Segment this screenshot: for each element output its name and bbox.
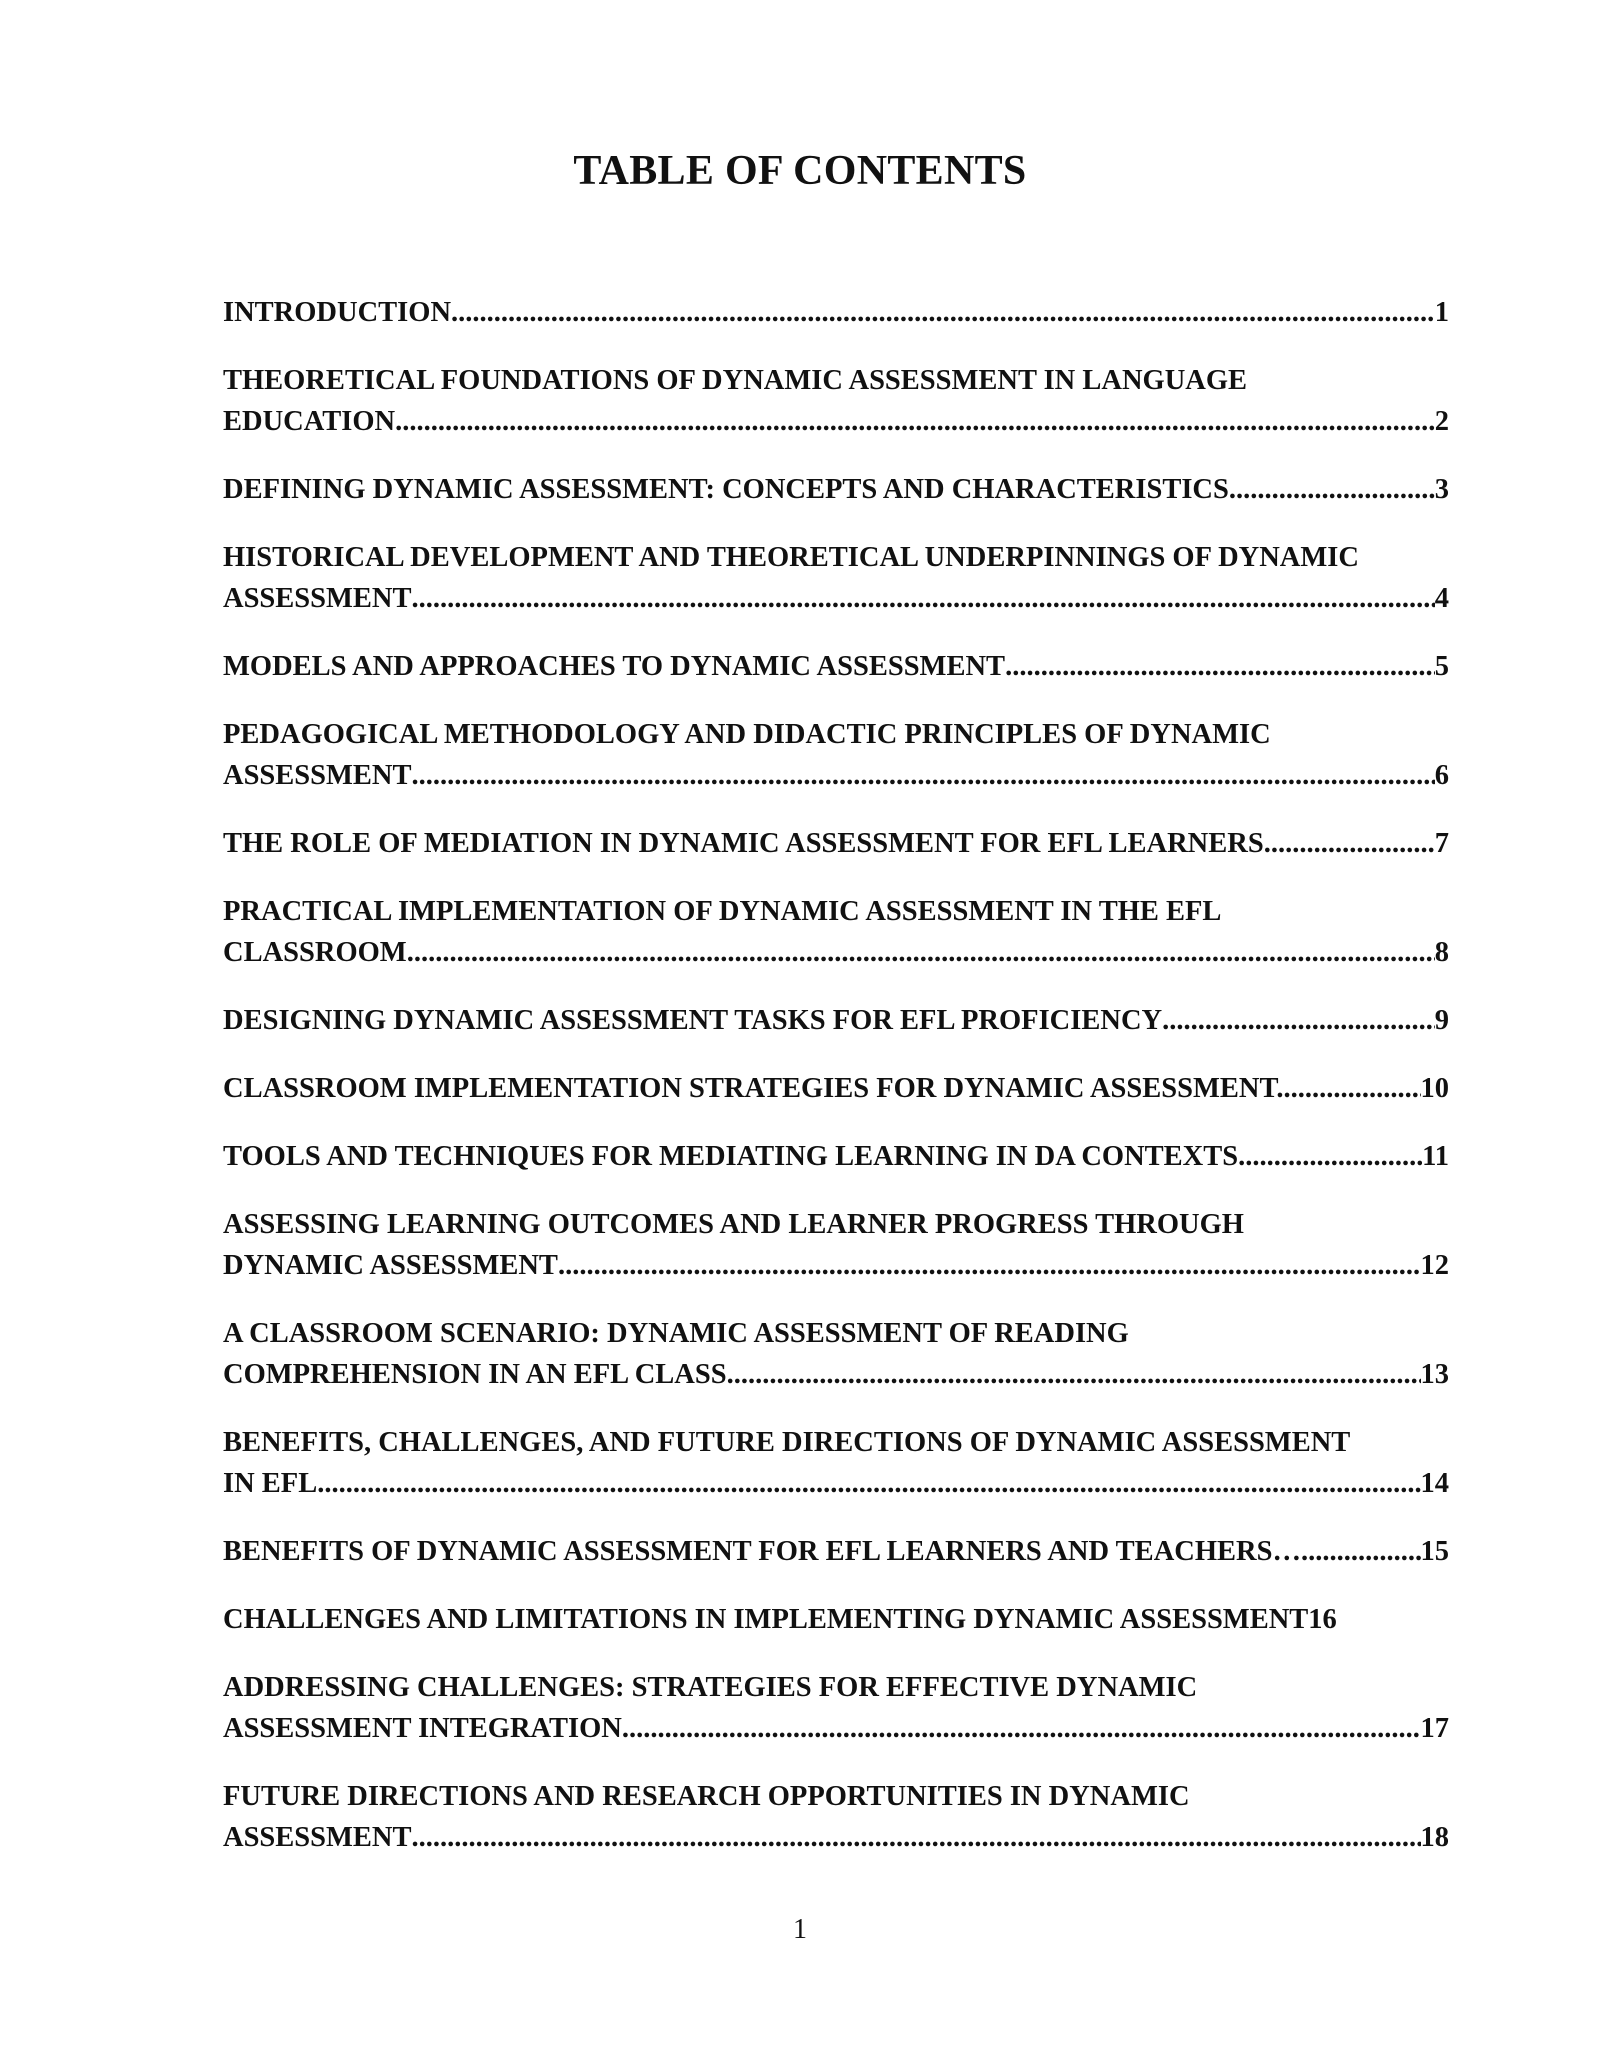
toc-entry-title: BENEFITS OF DYNAMIC ASSESSMENT FOR EFL LEARNERS AND TEACHERS… xyxy=(223,1536,1301,1567)
dot-leader xyxy=(1301,1531,1421,1572)
toc-page-number: 1 xyxy=(1434,297,1449,328)
toc-page-number: 12 xyxy=(1420,1250,1449,1281)
toc-entry-title: THE ROLE OF MEDIATION IN DYNAMIC ASSESSMENT FOR EFL LEARNERS xyxy=(223,828,1264,859)
toc-page-number: 18 xyxy=(1420,1822,1449,1853)
toc-entry-practical-implementation[interactable] xyxy=(223,891,1449,973)
toc-entry-theoretical-foundations[interactable] xyxy=(223,360,1449,442)
toc-page-number: 13 xyxy=(1420,1359,1449,1390)
dot-leader xyxy=(1264,823,1435,864)
dot-leader xyxy=(451,292,1435,333)
toc-page-number: 2 xyxy=(1434,406,1449,437)
toc-entry-title: DEFINING DYNAMIC ASSESSMENT: CONCEPTS AND CHARACTERISTICS xyxy=(223,474,1229,505)
toc-page-number: 3 xyxy=(1434,474,1449,505)
dot-leader xyxy=(622,1708,1421,1749)
toc-entry-tools-techniques[interactable] xyxy=(223,1136,1449,1177)
toc-entry-title: CLASSROOM IMPLEMENTATION STRATEGIES FOR DYNAMIC ASSESSMENT. xyxy=(223,1073,1284,1104)
dot-leader xyxy=(317,1463,1420,1504)
toc-entry-pedagogical-methodology[interactable] xyxy=(223,714,1449,796)
toc-entry-title-line1: ASSESSING LEARNING OUTCOMES AND LEARNER PROGRESS THROUGH xyxy=(223,1209,1244,1240)
table-of-contents xyxy=(223,292,1449,1885)
toc-page-number: 4 xyxy=(1434,583,1449,614)
dot-leader xyxy=(1005,646,1435,687)
dot-leader xyxy=(412,755,1435,796)
dot-leader xyxy=(727,1354,1421,1395)
toc-page-number: 6 xyxy=(1434,760,1449,791)
toc-entry-classroom-strategies[interactable] xyxy=(223,1068,1449,1109)
toc-page-number: 17 xyxy=(1420,1713,1449,1744)
toc-entry-title: TOOLS AND TECHNIQUES FOR MEDIATING LEARNING IN DA CONTEXTS xyxy=(223,1141,1239,1172)
toc-entry-title-line1: ADDRESSING CHALLENGES: STRATEGIES FOR EFFECTIVE DYNAMIC xyxy=(223,1672,1198,1703)
toc-page-number: 5 xyxy=(1434,651,1449,682)
toc-entry-title: ASSESSMENT xyxy=(223,760,412,791)
toc-entry-classroom-scenario[interactable] xyxy=(223,1313,1449,1395)
toc-entry-title-line1: A CLASSROOM SCENARIO: DYNAMIC ASSESSMENT OF READING xyxy=(223,1318,1129,1349)
toc-page-number: 8 xyxy=(1434,937,1449,968)
toc-entry-title: IN EFL xyxy=(223,1468,318,1499)
toc-entry-introduction[interactable] xyxy=(223,292,1449,333)
toc-entry-models-approaches[interactable] xyxy=(223,646,1449,687)
toc-entry-designing-tasks[interactable] xyxy=(223,1000,1449,1041)
toc-page-number: 7 xyxy=(1434,828,1449,859)
dot-leader xyxy=(395,401,1435,442)
toc-entry-title: MODELS AND APPROACHES TO DYNAMIC ASSESSMENT xyxy=(223,651,1006,682)
toc-page-number: 15 xyxy=(1420,1536,1449,1567)
toc-page-number: 9 xyxy=(1434,1005,1449,1036)
dot-leader xyxy=(1238,1136,1422,1177)
toc-entry-title-line1: HISTORICAL DEVELOPMENT AND THEORETICAL UNDERPINNINGS OF DYNAMIC xyxy=(223,542,1359,573)
toc-entry-benefits[interactable] xyxy=(223,1531,1449,1572)
dot-leader xyxy=(412,1817,1421,1858)
toc-entry-title: COMPREHENSION IN AN EFL CLASS xyxy=(223,1359,727,1390)
toc-page-number: 16 xyxy=(1308,1604,1337,1635)
toc-entry-title-line1: PRACTICAL IMPLEMENTATION OF DYNAMIC ASSESSMENT IN THE EFL xyxy=(223,896,1222,927)
toc-entry-title: EDUCATION xyxy=(223,406,396,437)
toc-entry-title: ASSESSMENT xyxy=(223,583,412,614)
page-number: 1 xyxy=(793,1914,807,1945)
toc-entry-future-directions[interactable] xyxy=(223,1776,1449,1858)
dot-leader xyxy=(407,932,1435,973)
toc-entry-addressing-challenges[interactable] xyxy=(223,1667,1449,1749)
dot-leader xyxy=(412,578,1435,619)
toc-entry-title-line1: BENEFITS, CHALLENGES, AND FUTURE DIRECTIONS OF DYNAMIC ASSESSMENT xyxy=(223,1427,1351,1458)
toc-entry-benefits-challenges-future[interactable] xyxy=(223,1422,1449,1504)
page-title: TABLE OF CONTENTS xyxy=(573,148,1027,194)
toc-entry-assessing-outcomes[interactable] xyxy=(223,1204,1449,1286)
toc-entry-defining-da[interactable] xyxy=(223,469,1449,510)
toc-entry-historical-development[interactable] xyxy=(223,537,1449,619)
toc-entry-title: CLASSROOM xyxy=(223,937,407,968)
toc-entry-title-line1: THEORETICAL FOUNDATIONS OF DYNAMIC ASSESSMENT IN LANGUAGE xyxy=(223,365,1248,396)
toc-entry-title-line1: PEDAGOGICAL METHODOLOGY AND DIDACTIC PRINCIPLES OF DYNAMIC xyxy=(223,719,1271,750)
toc-entry-title: ASSESSMENT INTEGRATION xyxy=(223,1713,622,1744)
toc-entry-title: CHALLENGES AND LIMITATIONS IN IMPLEMENTING DYNAMIC ASSESSMENT xyxy=(223,1604,1309,1635)
toc-entry-title: INTRODUCTION xyxy=(223,297,452,328)
toc-page-number: 10 xyxy=(1420,1073,1449,1104)
toc-page-number: 14 xyxy=(1420,1468,1449,1499)
dot-leader xyxy=(1283,1068,1420,1109)
toc-entry-title: ASSESSMENT xyxy=(223,1822,412,1853)
toc-entry-title: DYNAMIC ASSESSMENT xyxy=(223,1250,558,1281)
dot-leader xyxy=(1162,1000,1435,1041)
dot-leader xyxy=(1229,469,1435,510)
toc-entry-title: DESIGNING DYNAMIC ASSESSMENT TASKS FOR EFL PROFICIENCY xyxy=(223,1005,1163,1036)
toc-entry-challenges-limitations[interactable] xyxy=(223,1599,1449,1640)
dot-leader xyxy=(558,1245,1421,1286)
toc-entry-title-line1: FUTURE DIRECTIONS AND RESEARCH OPPORTUNITIES IN DYNAMIC xyxy=(223,1781,1190,1812)
toc-page-number: 11 xyxy=(1422,1141,1449,1172)
toc-entry-role-of-mediation[interactable] xyxy=(223,823,1449,864)
